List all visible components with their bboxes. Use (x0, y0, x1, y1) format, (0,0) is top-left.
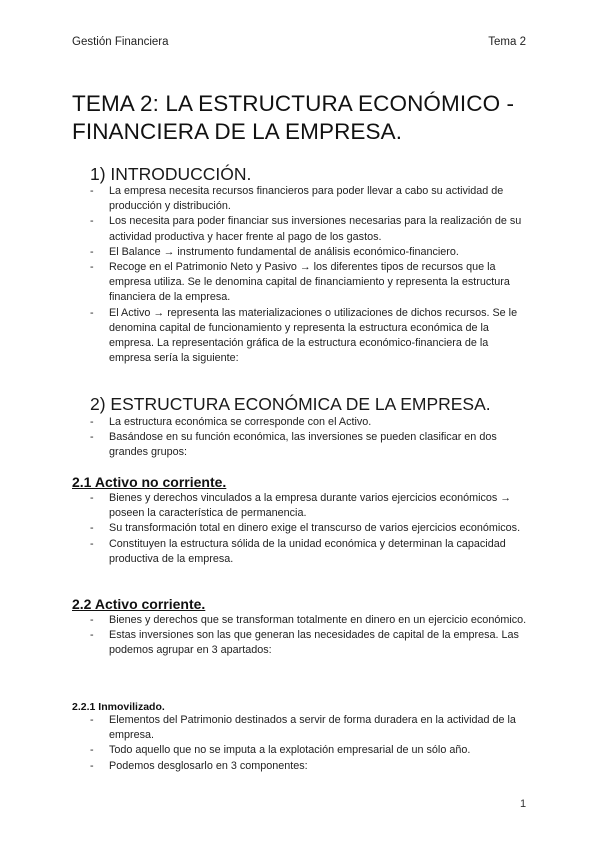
subsection-heading-activo-corriente: 2.2 Activo corriente. (72, 596, 206, 612)
bullet-dash: - (90, 714, 94, 726)
bullet-dash: - (90, 744, 94, 757)
bullet-dash: - (90, 522, 94, 535)
list-item: - La estructura económica se corresponde con el Activo. (90, 415, 530, 430)
bullet-dash: - (90, 759, 94, 772)
bullet-dash: - (90, 215, 94, 228)
bullet-dash: - (90, 614, 94, 626)
activo-no-corriente-bullet-list (90, 491, 530, 567)
activo-corriente-bullet-list (90, 613, 530, 659)
list-item: - El Activo → representa las materializaciones o utilizaciones de dichos recursos. Se le denomina capital de funcionamiento y representa la estructura económica de la empresa. La representación gráfica de la estructura económico-financiera de la empresa sería la siguiente: (90, 306, 518, 365)
section-heading-estructura-economica: 2) ESTRUCTURA ECONÓMICA DE LA EMPRESA. (90, 394, 491, 414)
list-item: - Constituyen la estructura sólida de la unidad económica y determinan la capacidad productiva de la empresa. (90, 537, 506, 565)
list-item: - Los necesita para poder financiar sus inversiones necesarias para la realización de su actividad productiva y hacer frente al pago de los gastos. (90, 215, 522, 243)
list-item: - Recoge en el Patrimonio Neto y Pasivo → los diferentes tipos de recursos que la empresa utiliza. Se le denomina capital de financiamiento y representa la estructura financiera de la empresa. (90, 261, 510, 304)
subsection-heading-activo-no-corriente: 2.1 Activo no corriente. (72, 474, 227, 490)
bullet-dash: - (90, 416, 94, 428)
list-item: - Elementos del Patrimonio destinados a servir de forma duradera en la actividad de la empresa. (90, 714, 516, 742)
list-item: - El Balance → instrumento fundamental de análisis económico-financiero. (90, 245, 530, 260)
document-title: TEMA 2: LA ESTRUCTURA ECONÓMICO - FINANCIERA DE LA EMPRESA. (72, 91, 515, 144)
page-number: 1 (520, 798, 527, 810)
list-item: - Bienes y derechos que se transforman totalmente en dinero en un ejercicio económico. (90, 613, 530, 628)
header-topic-label: Tema 2 (488, 36, 526, 48)
bullet-dash: - (90, 492, 94, 504)
list-item: - Su transformación total en dinero exige el transcurso de varios ejercicios económicos. (90, 521, 530, 536)
bullet-dash: - (90, 629, 94, 642)
inmovilizado-bullet-list (90, 713, 535, 774)
section-heading-introduccion: 1) INTRODUCCIÓN. (90, 164, 252, 184)
list-item: - Todo aquello que no se imputa a la explotación empresarial de un sólo año. (90, 743, 535, 758)
list-item: - La empresa necesita recursos financieros para poder llevar a cabo su actividad de producción y distribución. (90, 185, 504, 213)
bullet-dash: - (90, 261, 94, 274)
bullet-dash: - (90, 537, 94, 550)
bullet-dash: - (90, 245, 94, 258)
list-item: - Basándose en su función económica, las inversiones se pueden clasificar en dos grandes grupos: (90, 431, 497, 459)
list-item: - Bienes y derechos vinculados a la empresa durante varios ejercicios económicos → poseen la característica de permanencia. (90, 492, 512, 520)
list-item: - Podemos desglosarlo en 3 componentes: (90, 759, 535, 774)
intro-bullet-list (90, 184, 530, 366)
subsubsection-heading-inmovilizado: 2.2.1 Inmovilizado. (72, 701, 165, 713)
header-course-title: Gestión Financiera (72, 36, 169, 48)
bullet-dash: - (90, 185, 94, 197)
bullet-dash: - (90, 306, 94, 319)
bullet-dash: - (90, 431, 94, 444)
list-item: - Estas inversiones son las que generan las necesidades de capital de la empresa. Las podemos agrupar en 3 apartados: (90, 629, 519, 657)
estructura-bullet-list (90, 415, 530, 461)
